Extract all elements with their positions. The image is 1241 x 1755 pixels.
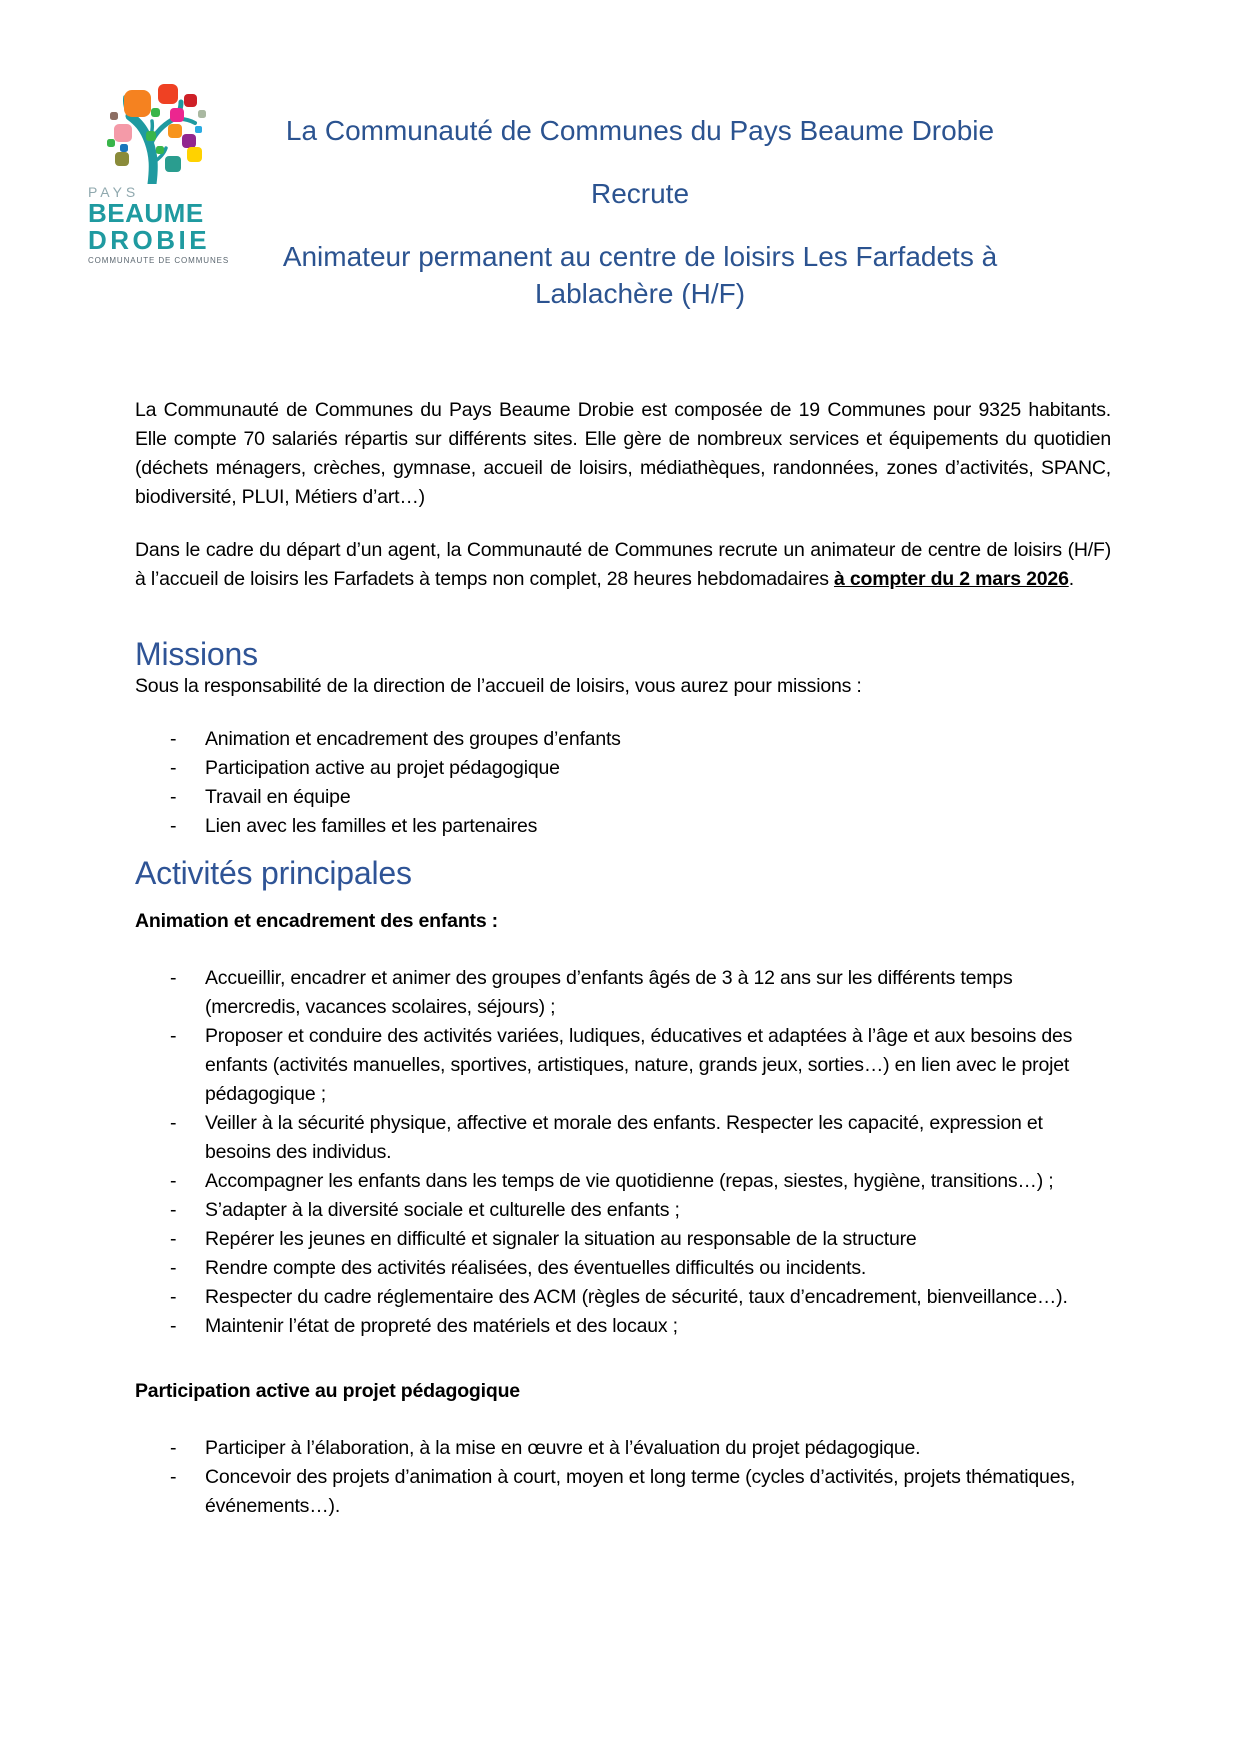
bullet-dash: - — [170, 1112, 177, 1134]
organization-logo — [88, 84, 228, 265]
bullet-dash: - — [170, 1170, 177, 1192]
list-item-text: Participer à l’élaboration, à la mise en œuvre et à l’évaluation du projet pédagogique. — [205, 1437, 921, 1459]
list-item — [170, 1254, 1111, 1283]
missions-list — [135, 725, 1111, 841]
activites-subheading-1: Animation et encadrement des enfants : — [135, 910, 498, 932]
list-item — [170, 754, 1111, 783]
list-item — [170, 1463, 1111, 1521]
list-item — [170, 1283, 1111, 1312]
list-item-text: Accueillir, encadrer et animer des groupes d’enfants âgés de 3 à 12 ans sur les différents temps (mercredis, vacances scolaires, séjours) ; — [205, 967, 1013, 1018]
activites-subheading-2: Participation active au projet pédagogique — [135, 1380, 520, 1402]
list-item — [170, 812, 1111, 841]
document-header — [238, 112, 1042, 312]
logo-text-drobie: DROBIE — [88, 225, 211, 255]
bullet-dash: - — [170, 1466, 177, 1488]
bullet-dash: - — [170, 1025, 177, 1047]
list-item-text: Lien avec les familles et les partenaires — [205, 815, 538, 837]
intro-paragraph-2-period: . — [1068, 568, 1074, 590]
document-body — [135, 396, 1111, 1521]
logo-text-pays: PAYS — [88, 184, 140, 200]
list-item — [170, 783, 1111, 812]
list-item — [170, 1196, 1111, 1225]
logo-text-beaume: BEAUME — [88, 198, 204, 228]
list-item-text: Proposer et conduire des activités variées, ludiques, éducatives et adaptées à l’âge et aux besoins des enfants (activités manuelles, sportives, artistiques, nature, grands jeux, sorties…) en lien avec le projet pédagogique ; — [205, 1025, 1073, 1105]
list-item-text: Respecter du cadre réglementaire des ACM (règles de sécurité, taux d’encadrement, bienveillance…). — [205, 1286, 1068, 1308]
list-item-text: Rendre compte des activités réalisées, des éventuelles difficultés ou incidents. — [205, 1257, 867, 1279]
title-position: Animateur permanent au centre de loisirs Les Farfadets à Lablachère (H/F) — [282, 241, 998, 309]
list-item-text: Animation et encadrement des groupes d’enfants — [205, 728, 621, 750]
title-organization: La Communauté de Communes du Pays Beaume Drobie — [285, 115, 995, 146]
bullet-dash: - — [170, 757, 177, 779]
bullet-dash: - — [170, 1286, 177, 1308]
list-item-text: Veiller à la sécurité physique, affective et morale des enfants. Respecter les capacité, expression et besoins des individus. — [205, 1112, 1043, 1163]
activites-heading: Activités principales — [135, 855, 412, 891]
activites-list-2 — [135, 1434, 1111, 1521]
list-item — [170, 1167, 1111, 1196]
list-item-text: Maintenir l’état de propreté des matériels et des locaux ; — [205, 1315, 678, 1337]
missions-heading: Missions — [135, 636, 258, 672]
list-item — [170, 1312, 1111, 1341]
list-item — [170, 1434, 1111, 1463]
list-item-text: Travail en équipe — [205, 786, 351, 808]
bullet-dash: - — [170, 1257, 177, 1279]
bullet-dash: - — [170, 967, 177, 989]
list-item-text: Accompagner les enfants dans les temps de vie quotidienne (repas, siestes, hygiène, transitions…) ; — [205, 1170, 1054, 1192]
bullet-dash: - — [170, 1437, 177, 1459]
list-item-text: Concevoir des projets d’animation à court, moyen et long terme (cycles d’activités, projets thématiques, événements…). — [205, 1466, 1076, 1517]
list-item — [170, 964, 1111, 1022]
list-item — [170, 1109, 1111, 1167]
logo-text-subtitle: COMMUNAUTE DE COMMUNES — [88, 256, 230, 265]
intro-paragraph-2 — [135, 536, 1111, 594]
bullet-dash: - — [170, 1228, 177, 1250]
bullet-dash: - — [170, 728, 177, 750]
list-item — [170, 725, 1111, 754]
intro-paragraph-1: La Communauté de Communes du Pays Beaume Drobie est composée de 19 Communes pour 9325 habitants. Elle compte 70 salariés répartis sur différents sites. Elle gère de nombreux services et équipements du quotidien (déchets ménagers, crèches, gymnase, accueil de loisirs, médiathèques, randonnées, zones d’activités, SPANC, biodiversité, PLUI, Métiers d’art…) — [135, 399, 1111, 508]
activites-list-1 — [135, 964, 1111, 1341]
bullet-dash: - — [170, 1315, 177, 1337]
start-date-emphasis: à compter du 2 mars 2026 — [833, 568, 1069, 590]
logo-tree-icon — [94, 84, 216, 184]
bullet-dash: - — [170, 1199, 177, 1221]
list-item — [170, 1225, 1111, 1254]
list-item-text: S’adapter à la diversité sociale et culturelle des enfants ; — [205, 1199, 680, 1221]
bullet-dash: - — [170, 815, 177, 837]
list-item-text: Repérer les jeunes en difficulté et signaler la situation au responsable de la structure — [205, 1228, 917, 1250]
list-item-text: Participation active au projet pédagogique — [205, 757, 560, 779]
missions-intro: Sous la responsabilité de la direction de l’accueil de loisirs, vous aurez pour missions : — [135, 675, 862, 697]
bullet-dash: - — [170, 786, 177, 808]
title-recrute: Recrute — [590, 178, 690, 209]
intro-paragraph-2-text: Dans le cadre du départ d’un agent, la Communauté de Communes recrute un animateur de centre de loisirs (H/F) à l’accueil de loisirs les Farfadets à temps non complet, 28 heures hebdomadaires — [135, 539, 1111, 590]
list-item — [170, 1022, 1111, 1109]
